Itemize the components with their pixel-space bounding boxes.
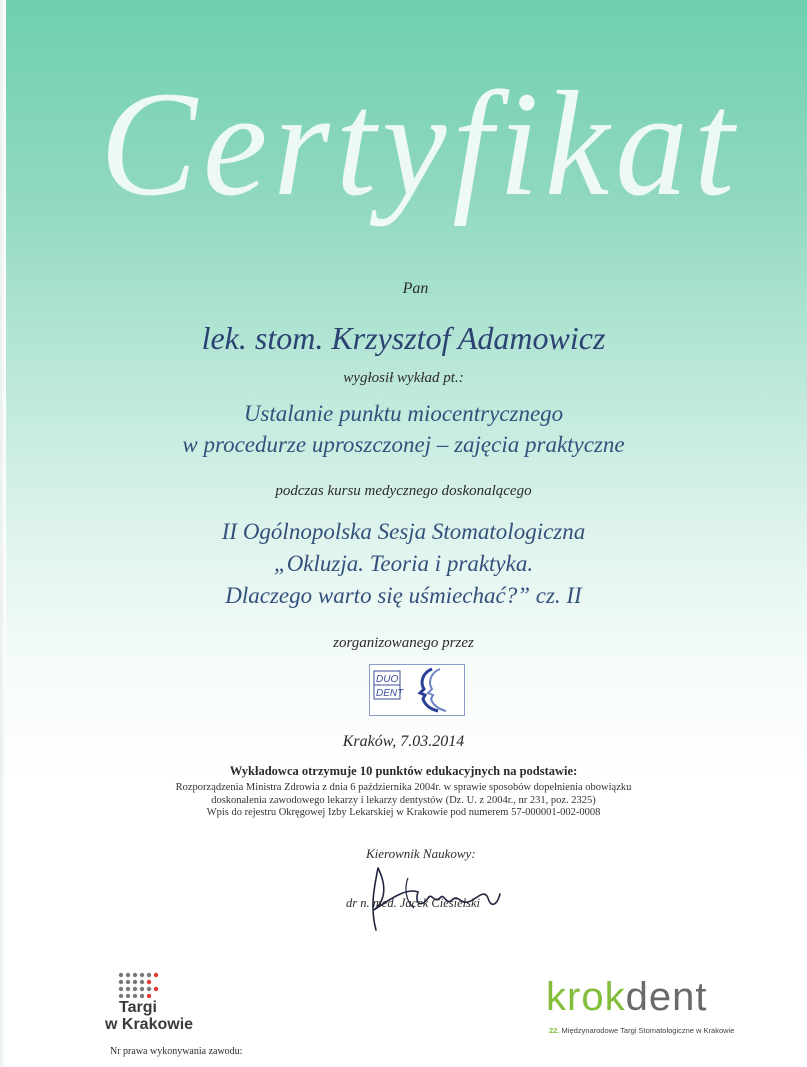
certificate-title-script	[92, 58, 752, 288]
course-title-line: Dlaczego warto się uśmiechać?” cz. II	[225, 583, 582, 608]
supervisor-label: Kierownik Naukowy:	[366, 846, 476, 861]
svg-text:DUO: DUO	[376, 674, 399, 685]
krokdent-wordmark	[546, 975, 707, 1019]
krokdent-krok: krok	[546, 975, 626, 1019]
course-title-line: II Ogólnopolska Sesja Stomatologiczna	[221, 519, 586, 544]
targi-line-2: w Krakowie	[105, 1016, 194, 1033]
lecture-title-line: Ustalanie punktu miocentrycznego	[243, 401, 564, 426]
lecture-title	[0, 398, 807, 460]
dot-grid-icon	[118, 972, 162, 998]
salutation: Pan	[402, 280, 429, 297]
place-and-date: Kraków, 7.03.2014	[342, 733, 465, 750]
organized-by-label: zorganizowanego przez	[333, 635, 474, 651]
krokdent-logo	[546, 975, 746, 1037]
points-line: Rozporządzenia Ministra Zdrowia z dnia 6 października 2004r. w sprawie sposobów dopełnienia obowiązku	[175, 782, 632, 793]
certificate-title	[92, 58, 752, 288]
krokdent-edition: 22.	[549, 1026, 560, 1035]
recipient-name: lek. stom. Krzysztof Adamowicz	[201, 320, 606, 356]
course-type-label: podczas kursu medycznego doskonalącego	[275, 483, 532, 499]
supervisor-name: dr n. med. Jacek Ciesielski	[346, 896, 480, 910]
course-title	[0, 516, 807, 612]
organizer-logo	[369, 664, 465, 716]
lecture-title-line: w procedurze uproszczonej – zajęcia praktyczne	[182, 432, 625, 457]
targi-line-1: Targi	[119, 999, 157, 1016]
svg-text:DENT: DENT	[376, 688, 404, 699]
points-line: doskonalenia zawodowego lekarzy i lekarzy dentystów (Dz. U. z 2004r., nr 231, poz. 2325)	[211, 794, 596, 806]
krokdent-dent: dent	[625, 975, 708, 1019]
course-title-line: „Okluzja. Teoria i praktyka.	[273, 551, 534, 576]
krokdent-subtitle-text: Międzynarodowe Targi Stomatologiczne w Krakowie	[561, 1026, 735, 1035]
delivered-lecture-label: wygłosił wykład pt.:	[343, 370, 464, 386]
points-line: Wpis do rejestru Okręgowej Izby Lekarskiej w Krakowie pod numerem 57-000001-002-0008	[206, 807, 601, 818]
duo-dent-logo-icon	[370, 665, 464, 715]
points-legal-basis	[0, 782, 807, 820]
points-title: Wykładowca otrzymuje 10 punktów edukacyjnych na podstawie:	[229, 764, 578, 778]
targi-w-krakowie-logo	[104, 972, 214, 1042]
krokdent-subtitle	[549, 1026, 734, 1035]
certificate-title-text: Certyfikat	[100, 61, 740, 227]
license-number-field: Nr prawa wykonywania zawodu:	[110, 1046, 243, 1057]
